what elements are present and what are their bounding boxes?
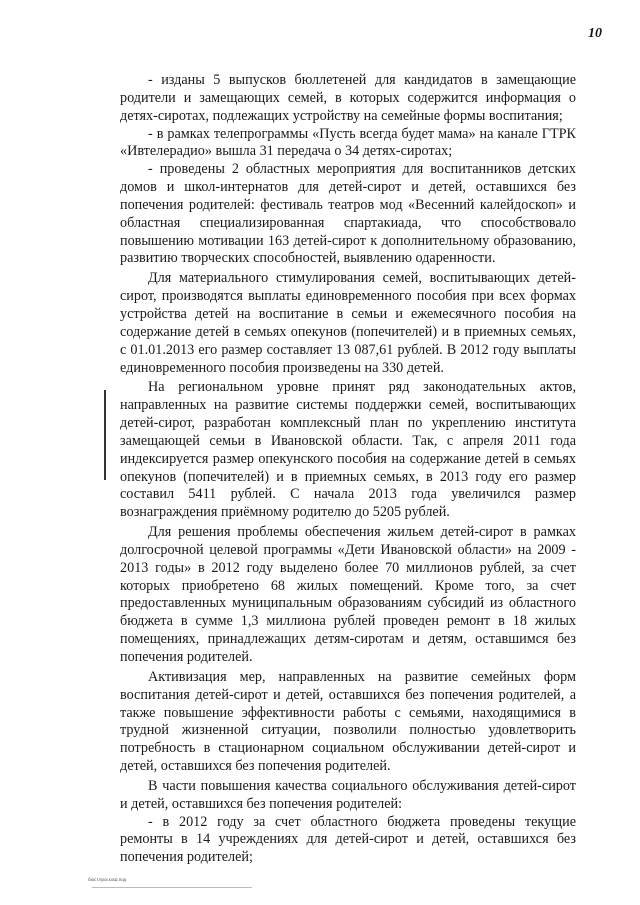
paragraph-legislation: На региональном уровне принят ряд законодательных актов, направленных на развитие системы поддержки семей, воспитывающих детей-сирот, разработан комплексный план по укреплению института замещающей семьи в Ивановской области. Так, с апреля 2011 года индексируется размер опекунского пособия на содержание детей в семьях опекунов (попечителей) и в приемных семьях, в 2013 году его размер составил 5411 рублей. С начала 2013 года увеличился размер вознаграждения приёмному родителю до 5205 рублей. bbox=[120, 379, 576, 521]
footer-line bbox=[92, 887, 252, 888]
footer-code: бюст.прог.коШ.под bbox=[88, 877, 127, 882]
paragraph-housing: Для решения проблемы обеспечения жильем детей-сирот в рамках долгосрочной целевой программы «Дети Ивановской области» на 2009 - 2013 годы» в 2012 году выделено более 70 миллионов рублей, за счет которых приобретено 68 жилых помещений. Кроме того, за счет предоставленных муниципальным образованиям субсидий из областного бюджета в сумме 1,3 миллиона рублей проведен ремонт в 18 жилых помещениях, принадлежащих детям-сиротам и детям, оставшимся без попечения родителей. bbox=[120, 524, 576, 665]
paragraph-tv-program: - в рамках телепрограммы «Пусть всегда будет мама» на канале ГТРК «Ивтелерадио» вышла 31 передача о 34 детях-сиротах; bbox=[120, 125, 576, 160]
paragraph-service-quality: В части повышения качества социального обслуживания детей-сирот и детей, оставшихся без попечения родителей: bbox=[120, 777, 576, 812]
paragraph-bulletins: - изданы 5 выпусков бюллетеней для кандидатов в замещающие родители и замещающих семей, в которых содержится информация о детях-сиротах, подлежащих устройству на семейные формы воспитания; bbox=[120, 72, 576, 124]
page-number: 10 bbox=[588, 26, 602, 41]
paragraph-activation: Активизация мер, направленных на развитие семейных форм воспитания детей-сирот и детей, оставшихся без попечения родителей, а также повышение эффективности работы с семьями, находящимися в трудной жизненной ситуации, позволили полностью удовлетворить потребность в стационарном социальном обслуживании детей-сирот и детей, оставшихся без попечения родителей. bbox=[120, 668, 576, 775]
document-body bbox=[120, 72, 576, 867]
margin-mark bbox=[104, 390, 106, 480]
paragraph-regional-events: - проведены 2 областных мероприятия для воспитанников детских домов и школ-интернатов для детей-сирот и детей, оставшихся без попечения родителей: фестиваль театров мод «Весенний калейдоскоп» и областная специализированная спартакиада, что способствовало повышению мотивации 163 детей-сирот к дополнительному образованию, развитию творческих способностей, выявлению одаренности. bbox=[120, 161, 576, 267]
paragraph-repairs: - в 2012 году за счет областного бюджета проведены текущие ремонты в 14 учреждениях для детей-сирот и детей, оставшихся без попечения родителей; bbox=[120, 813, 576, 866]
paragraph-material-support: Для материального стимулирования семей, воспитывающих детей-сирот, производятся выплаты единовременного пособия при всех формах устройства детей на воспитание в семьи и ежемесячного пособия на содержание детей в семьях опекунов (попечителей) и в приемных семьях, с 01.01.2013 его размер составляет 13 087,61 рублей. В 2012 году выплаты единовременного пособия произведены на 330 детей. bbox=[120, 270, 576, 376]
